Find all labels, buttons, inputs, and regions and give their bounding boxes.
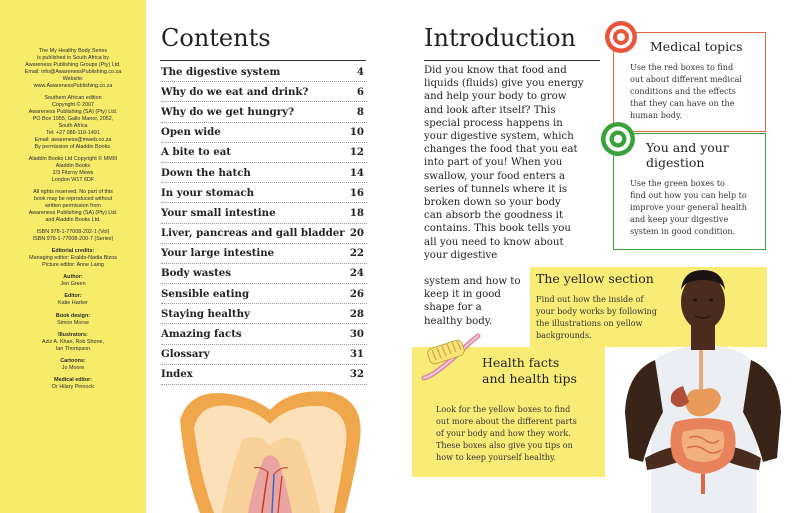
toc-item[interactable] — [161, 203, 367, 223]
toc-label: In your stomach — [161, 186, 254, 199]
toc-page: 14 — [349, 166, 364, 179]
toc-label: Why do we eat and drink? — [161, 85, 309, 98]
toc-page: 4 — [356, 65, 364, 78]
toothbrush-icon — [420, 332, 482, 384]
imprint-rights: All rights reserved. No part of this book may be reproduced without written permission from Awareness Publishing (SA) (Pty) Ltd. and Aladdin Books Ltd. — [28, 189, 118, 224]
contents-title: Contents — [161, 24, 271, 52]
toc-label: Why do we get hungry? — [161, 105, 295, 118]
credit-medical-editor: Medical editor: Dr Hilary Pinnock — [52, 376, 94, 390]
health-facts-title: Health facts and health tips — [482, 355, 577, 386]
digestion-body: Use the green boxes to find out how you can help to improve your general health and keep your digestive system in good condition. — [630, 178, 747, 236]
red-target-icon — [604, 20, 638, 54]
toc-item[interactable] — [161, 82, 367, 102]
green-target-icon — [600, 121, 636, 157]
imprint-publisher: The My Healthy Body Series is published in South Africa by Awareness Publishing Groups (Pty) Ltd. Email: info@AwarenessPublishing.co.za Website: www.AwarenessPublishing.co.za — [24, 48, 122, 90]
digestion-title: You and your digestion — [646, 140, 729, 170]
introduction-body: Did you know that food and liquids (fluids) give you energy and help your body to grow and look after itself? This special process happens in your digestive system, which changes the food that you eat into part of you! When you swallow, your food enters a series of tunnels where it is broken down so your body can absorb the goodness it contains. This book tells you all you need to know about your digestive — [424, 65, 584, 261]
health-facts-body: Look for the yellow boxes to find out more about the different parts of your body and how they work. These boxes also give you tips on how to keep yourself healthy. — [436, 404, 577, 462]
toc-page: 10 — [349, 126, 364, 139]
toc-item[interactable] — [161, 143, 367, 163]
credit-cartoons: Cartoons: Jo Moore — [60, 357, 86, 371]
toc-page: 26 — [349, 287, 364, 300]
imprint-isbn: ISBN 978-1-77008-202-1 (Vol) ISBN 978-1-77008-200-7 (Series) — [32, 229, 114, 243]
toc-item[interactable] — [161, 304, 367, 324]
toc-item[interactable] — [161, 264, 367, 284]
toc-label: Body wastes — [161, 267, 232, 280]
toc-page: 18 — [349, 206, 364, 219]
credit-editor: Editor: Katie Harker — [58, 293, 88, 307]
toc-page: 20 — [349, 227, 364, 240]
toc-label: Index — [161, 368, 193, 381]
toc-label: Liver, pancreas and gall bladder — [161, 227, 345, 240]
woman-digestive-system-photo — [623, 262, 783, 513]
toc-label: Staying healthy — [161, 307, 250, 320]
toc-label: A bite to eat — [161, 146, 232, 159]
credit-author: Author: Jen Green — [60, 274, 86, 288]
yellow-section-body: Find out how the inside of your body works by following the illustrations on yellow backgrounds. — [536, 294, 657, 340]
toc-item[interactable] — [161, 244, 367, 264]
credit-illustrators: Illustrators: Aziz A. Khan, Rob Shone, Ian Thompson — [41, 331, 105, 352]
toc-label: The digestive system — [161, 65, 281, 78]
toc-page: 12 — [349, 146, 364, 159]
imprint-text — [10, 48, 136, 396]
toc-page: 28 — [349, 307, 364, 320]
imprint-edition: Southern African edition Copyright © 2007 Awareness Publishing (SA) (Pty) Ltd. PO Box 1955, Gallo Manor, 2052, South Africa Tel: +27 086-110-1491 Email: awareness@mweb.co.za By permission of Aladdin Books. — [28, 95, 118, 151]
toc-item[interactable] — [161, 123, 367, 143]
toc-page: 31 — [349, 348, 364, 361]
credit-design: Book design: Simon Morse — [55, 312, 91, 326]
toc-label: Your small intestine — [161, 206, 276, 219]
toc-label: Your large intestine — [161, 247, 275, 260]
toc-label: Glossary — [161, 348, 210, 361]
toc-page: 8 — [356, 105, 364, 118]
toc-label: Sensible eating — [161, 287, 250, 300]
contents-list — [161, 62, 367, 385]
toc-item[interactable] — [161, 284, 367, 304]
contents-divider — [160, 60, 366, 61]
toc-item[interactable] — [161, 62, 367, 82]
toc-item[interactable] — [161, 345, 367, 365]
introduction-divider — [424, 60, 600, 61]
toc-page: 16 — [349, 186, 364, 199]
credit-editorial: Editorial credits: Managing editor: Eraldo-Nadia Bizos Picture editor: Anne Laing — [29, 248, 117, 269]
yellow-section-title: The yellow section — [536, 271, 654, 286]
medical-topics-body: Use the red boxes to find out about different medical conditions and the effects that they can have on the human body. — [630, 62, 743, 120]
imprint-aladdin: Aladdin Books Ltd Copyright © MMIII Aladdin Books 2/3 Fitzroy Mews London W1T 6DF — [28, 156, 118, 184]
introduction-body-tail: system and how to keep it in good shape for a healthy body. — [424, 276, 521, 327]
toc-item[interactable] — [161, 324, 367, 344]
toc-label: Down the hatch — [161, 166, 251, 179]
medical-topics-title: Medical topics — [650, 39, 743, 54]
toc-item[interactable] — [161, 183, 367, 203]
toc-item[interactable] — [161, 163, 367, 183]
toc-label: Amazing facts — [161, 328, 242, 341]
toc-label: Open wide — [161, 126, 221, 139]
toc-page: 30 — [349, 328, 364, 341]
toc-page: 32 — [349, 368, 364, 381]
introduction-title: Introduction — [424, 24, 576, 52]
toc-item[interactable] — [161, 102, 367, 122]
toc-page: 24 — [349, 267, 364, 280]
toc-page: 22 — [349, 247, 364, 260]
tooth-cross-section-illustration — [170, 380, 370, 513]
toc-item[interactable] — [161, 224, 367, 244]
toc-page: 6 — [356, 85, 364, 98]
